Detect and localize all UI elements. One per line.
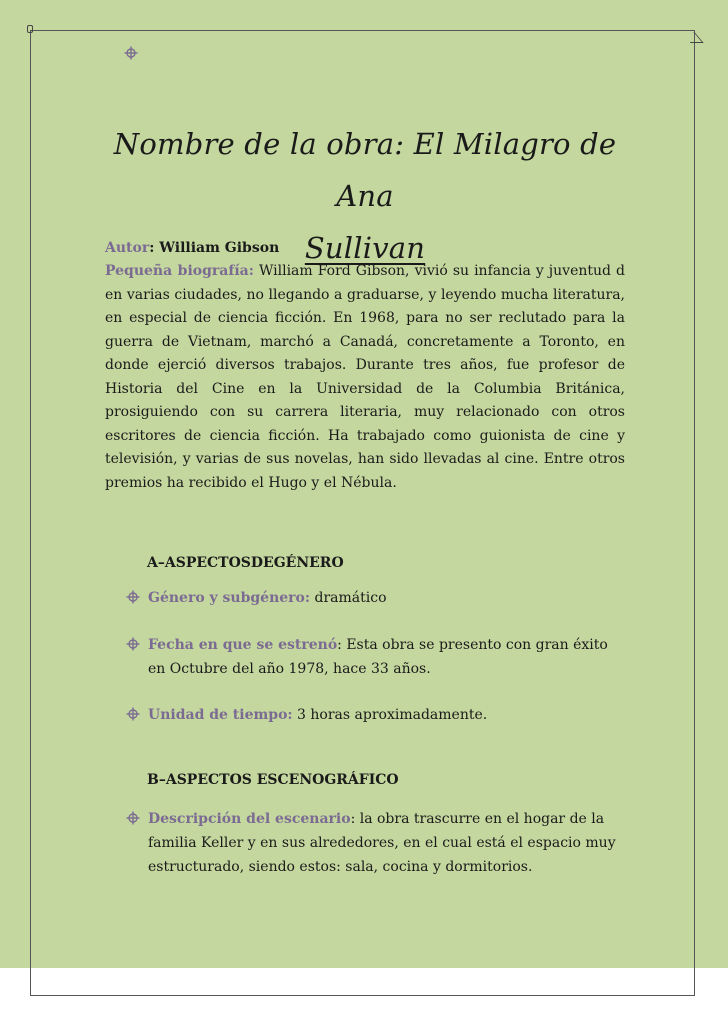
section-a-heading: A–ASPECTOSDEGÉNERO (147, 555, 344, 571)
bullet-icon (126, 590, 140, 604)
author-value: : William Gibson (149, 240, 280, 256)
list-item-text (148, 633, 626, 681)
bullet-icon (126, 707, 140, 721)
bullet-icon (126, 811, 140, 825)
biography-paragraph (105, 260, 625, 495)
list-item (126, 703, 626, 727)
list-item-label: Unidad de tiempo: (148, 707, 293, 723)
title-line-2: Sullivan (304, 231, 426, 265)
list-item (126, 633, 626, 681)
list-item-label: Género y subgénero: (148, 590, 311, 606)
list-item-value: : la obra trascurre en el hogar de la familia Keller y en sus alrededores, en el cual está el espacio muy estructurado, siendo estos: sala, cocina y dormitorios. (148, 811, 616, 875)
list-item-text (148, 586, 387, 610)
list-item-value: 3 horas aproximadamente. (292, 707, 488, 723)
section-b-heading: B–ASPECTOS ESCENOGRÁFICO (147, 772, 399, 788)
list-item (126, 807, 626, 879)
list-item-label: Fecha en que se estrenó (148, 637, 338, 653)
bullet-icon (126, 637, 140, 651)
list-item-text (148, 807, 626, 879)
biography-text: William Ford Gibson, vivió su infancia y juventud d en varias ciudades, no llegando a graduarse, y leyendo mucha literatura, en especial de ciencia ficción. En 1968, para no ser reclutado para la guerra de Vietnam, marchó a Canadá, concretamente a Toronto, en donde ejerció diversos trabajos. Durante tres años, fue profesor de Historia del Cine en la Universidad de la Columbia Británica, prosiguiendo con su carrera literaria, muy relacionado con otros escritores de ciencia ficción. Ha trabajado como guionista de cine y televisión, y varias de sus novelas, han sido llevadas al cine. Entre otros premios ha recibido el Hugo y el Nébula. (105, 263, 625, 491)
author-line (105, 240, 279, 256)
list-item-value: : Esta obra se presento con gran éxito en Octubre del año 1978, hace 33 años. (148, 637, 608, 677)
corner-crop-mark (27, 25, 33, 33)
biography-label: Pequeña biografía: (105, 263, 254, 279)
author-label: Autor (105, 240, 150, 256)
title-line-1: Nombre de la obra: El Milagro de Ana (113, 127, 617, 213)
list-item-value: dramático (310, 590, 387, 606)
list-item (126, 586, 626, 610)
list-item-label: Descripción del escenario (148, 811, 351, 827)
bullet-icon (124, 42, 138, 61)
list-item-text (148, 703, 487, 727)
